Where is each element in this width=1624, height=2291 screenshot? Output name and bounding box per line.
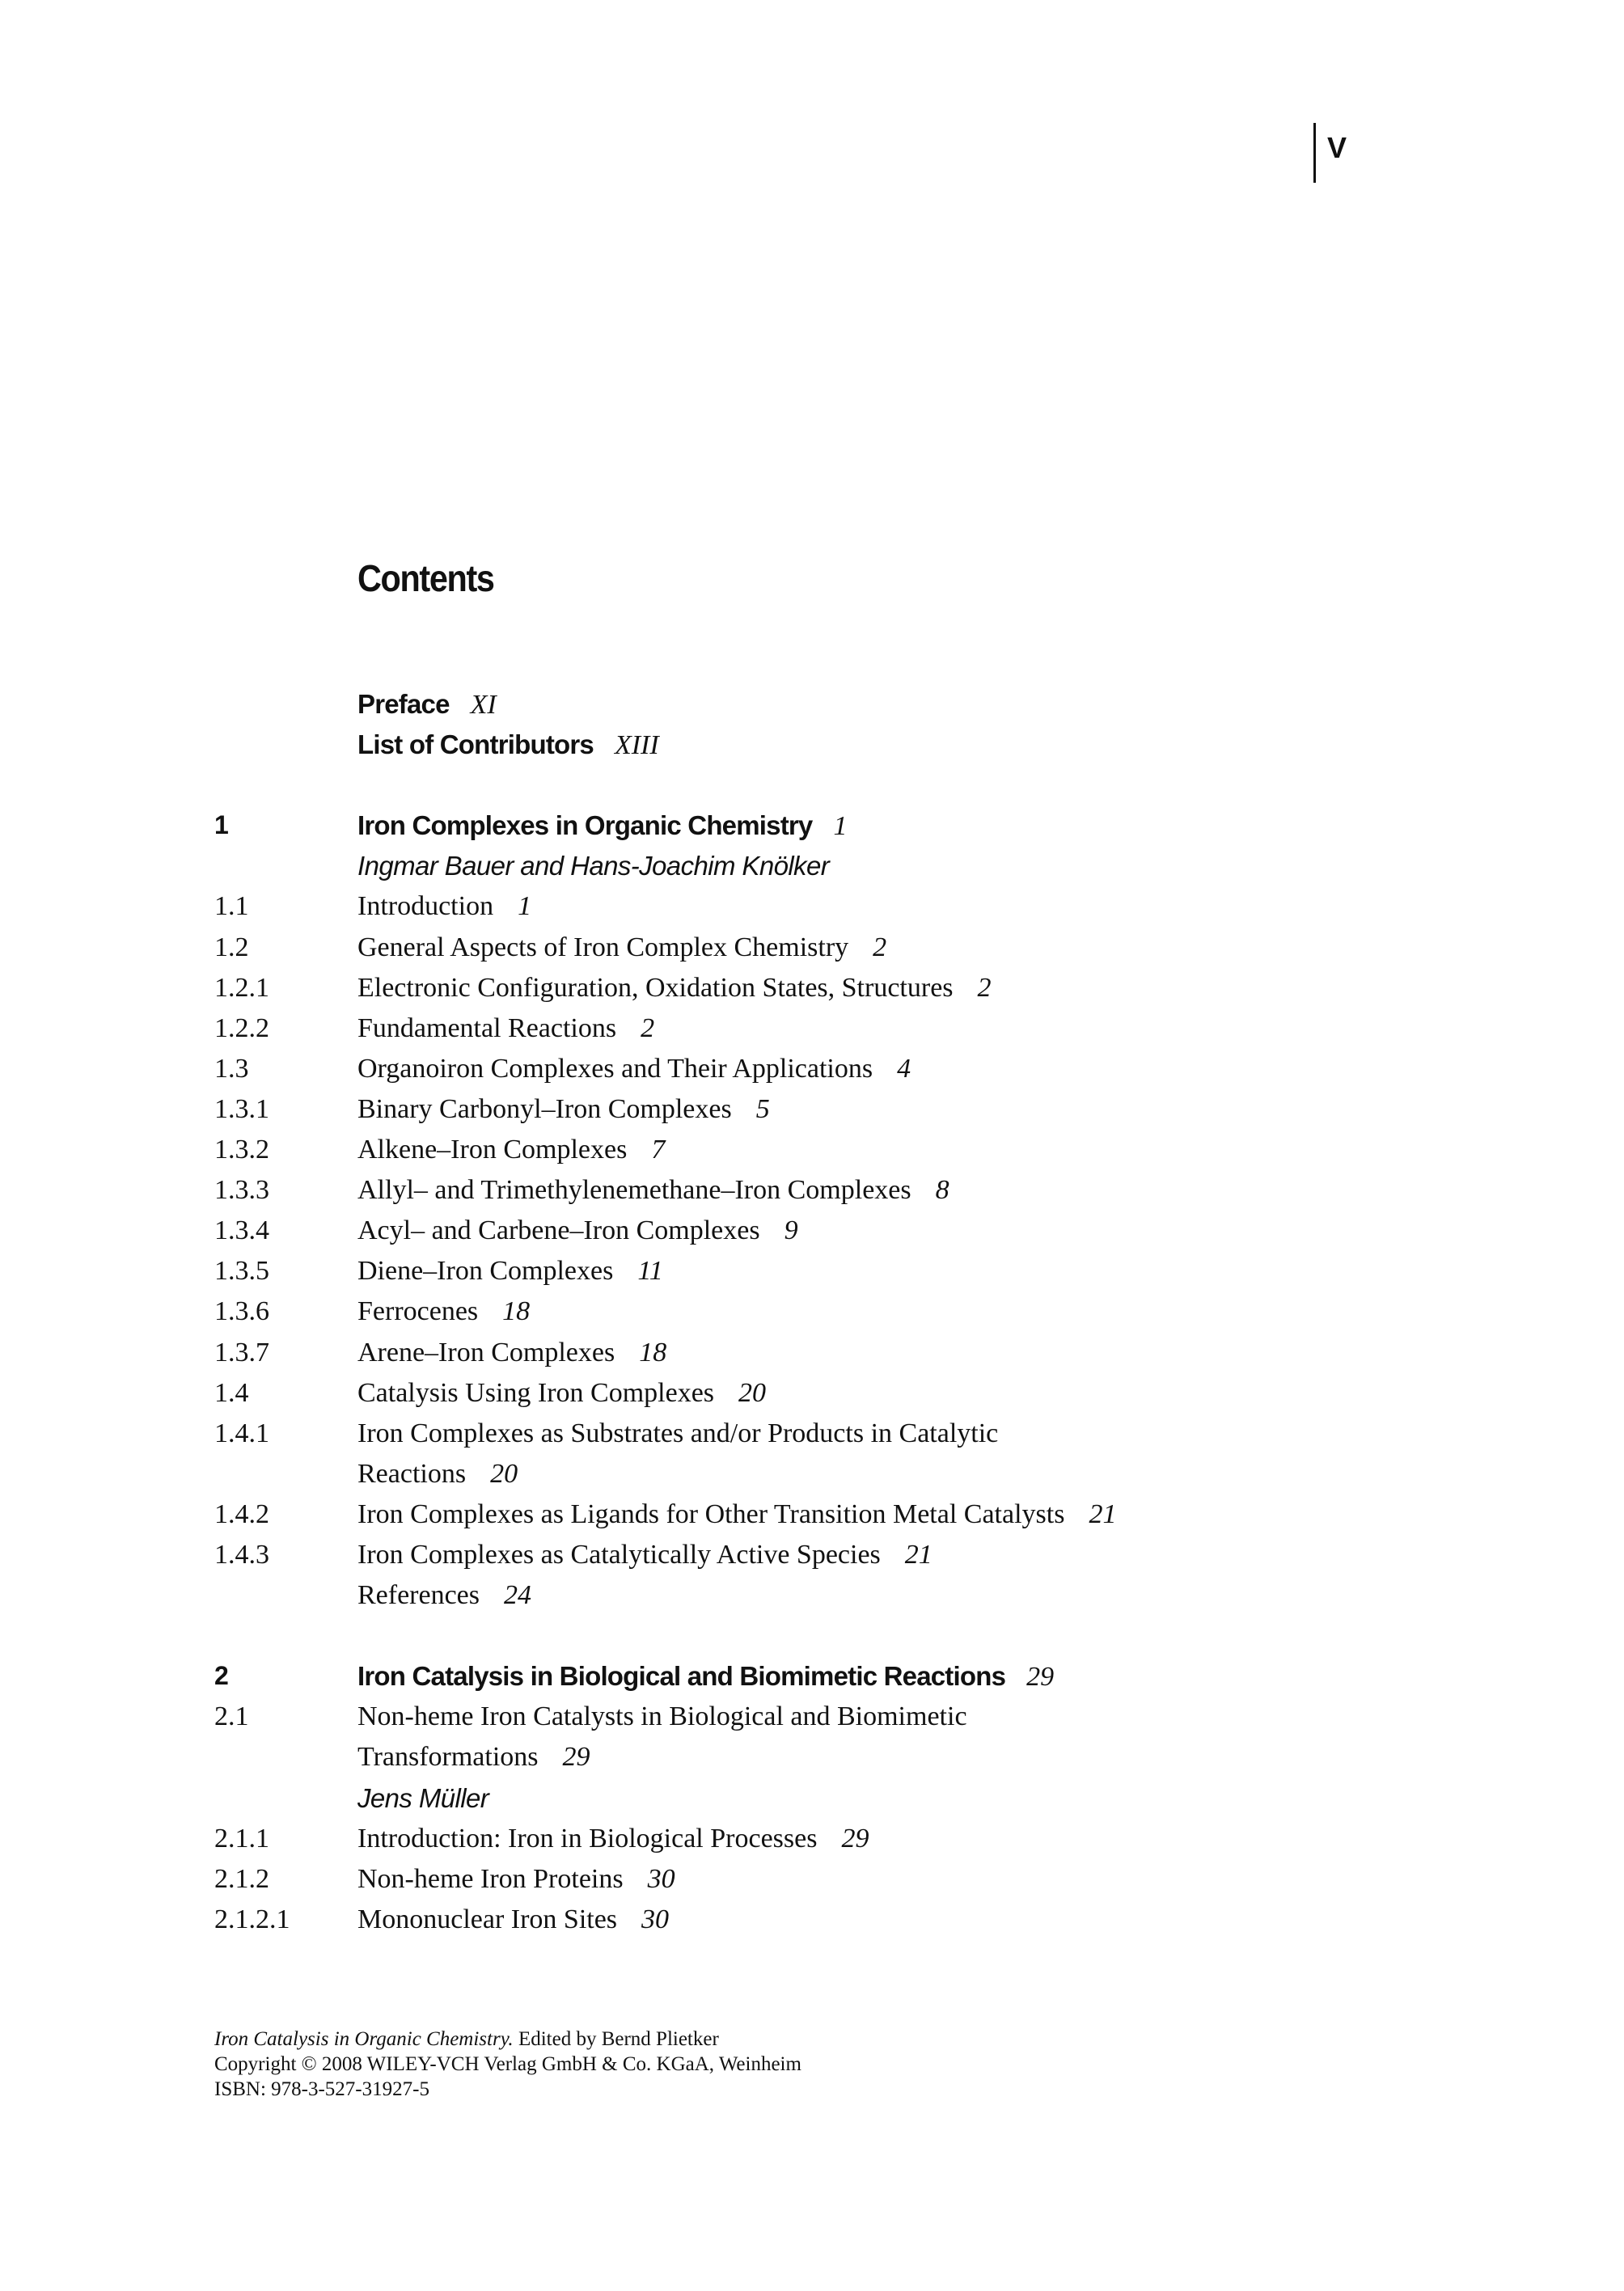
toc-entry-text: Iron Catalysis in Biological and Biomimetic Reactions xyxy=(357,1661,1006,1692)
toc-entry[interactable] xyxy=(214,1013,1427,1054)
toc-entry-page: 2 xyxy=(641,1012,655,1043)
toc-entry-page: 2 xyxy=(873,932,887,962)
toc-entry-page: 1 xyxy=(833,811,848,842)
toc-entry-text: Acyl– and Carbene–Iron Complexes xyxy=(357,1215,760,1246)
toc-entry-text: Iron Complexes in Organic Chemistry xyxy=(357,810,813,841)
toc-author xyxy=(214,851,1427,891)
footer-editor: Edited by Bernd Plietker xyxy=(513,2028,719,2050)
toc-entry[interactable] xyxy=(214,932,1427,973)
toc-author xyxy=(214,1783,1427,1824)
toc-entry-number: 1.3.5 xyxy=(214,1256,269,1287)
toc-entry-page: 20 xyxy=(738,1377,767,1408)
toc-entry-number: 1.3.2 xyxy=(214,1135,269,1165)
toc-entry-page: 18 xyxy=(502,1296,531,1327)
toc-entry-page: 1 xyxy=(518,891,532,922)
toc-entry-title xyxy=(357,891,531,922)
toc-entry-page: 24 xyxy=(504,1580,532,1611)
toc-entry-number: 1.2.1 xyxy=(214,972,269,1003)
toc-entry-title xyxy=(357,1418,998,1449)
footer-copyright: Copyright © 2008 WILEY-VCH Verlag GmbH & Co. KGaA, Weinheim xyxy=(214,2053,801,2075)
toc-entry-number: 2.1.2.1 xyxy=(214,1904,290,1934)
toc-entry-text: Alkene–Iron Complexes xyxy=(357,1135,628,1165)
toc-entry-number: 1.1 xyxy=(214,891,249,922)
toc-entry-number: 1.3 xyxy=(214,1053,249,1084)
footer xyxy=(214,2027,801,2102)
toc-entry-number: 1.3.7 xyxy=(214,1337,269,1367)
toc-entry[interactable] xyxy=(214,1094,1427,1135)
toc-entry-page: 2 xyxy=(977,972,992,1003)
toc-entry-text: Non-heme Iron Proteins xyxy=(357,1863,624,1894)
toc-entry-text: General Aspects of Iron Complex Chemistry xyxy=(357,932,849,962)
toc-entry[interactable] xyxy=(214,689,1427,729)
toc-entry-title xyxy=(357,1135,665,1165)
toc-entry[interactable] xyxy=(214,1338,1427,1378)
toc-entry-title xyxy=(357,1864,675,1895)
toc-entry-page: XI xyxy=(470,690,497,720)
toc-entry-text: Introduction: Iron in Biological Processes xyxy=(357,1823,818,1854)
toc-entry-text: Preface xyxy=(357,689,450,719)
toc-entry-number: 1.3.1 xyxy=(214,1093,269,1124)
toc-entry-page: 29 xyxy=(1026,1662,1055,1693)
toc-spacer xyxy=(214,1621,1427,1661)
toc-entry-page: XIII xyxy=(614,730,659,761)
toc-entry[interactable] xyxy=(214,1864,1427,1904)
toc-entry-text: Non-heme Iron Catalysts in Biological and Biomimetic xyxy=(357,1701,967,1732)
toc-entry-title xyxy=(357,973,992,1004)
toc-entry-text: Ferrocenes xyxy=(357,1296,479,1327)
toc-spacer xyxy=(214,770,1427,810)
toc-entry[interactable] xyxy=(214,1296,1427,1337)
toc-entry-number: 1 xyxy=(214,810,228,840)
toc-entry-page: 21 xyxy=(904,1539,933,1570)
toc-entry-title xyxy=(357,810,848,842)
footer-book-title: Iron Catalysis in Organic Chemistry. xyxy=(214,2028,514,2050)
toc-entry-title xyxy=(357,851,829,881)
toc-entry[interactable] xyxy=(214,891,1427,932)
toc-entry-page: 11 xyxy=(637,1256,663,1287)
toc-entry[interactable] xyxy=(214,1135,1427,1175)
toc-entry-number: 2.1 xyxy=(214,1701,249,1732)
footer-book-line xyxy=(214,2027,801,2052)
toc-entry-number: 1.4.1 xyxy=(214,1418,269,1448)
toc-entry-number: 1.2.2 xyxy=(214,1012,269,1043)
toc-entry-text: Transformations xyxy=(357,1742,539,1773)
toc-entry-page: 7 xyxy=(651,1135,666,1165)
toc-entry-text: Mononuclear Iron Sites xyxy=(357,1904,618,1934)
toc-entry[interactable] xyxy=(214,1661,1427,1701)
table-of-contents xyxy=(214,689,1427,1945)
toc-entry-page: 29 xyxy=(841,1823,869,1854)
toc-entry-title xyxy=(357,932,886,963)
toc-entry-text: List of Contributors xyxy=(357,729,594,760)
toc-entry-text: Iron Complexes as Substrates and/or Products in Catalytic xyxy=(357,1418,999,1448)
toc-entry-text: Iron Complexes as Catalytically Active Species xyxy=(357,1539,881,1570)
toc-entry-number: 1.4.3 xyxy=(214,1539,269,1570)
toc-entry[interactable] xyxy=(214,973,1427,1013)
page-number: V xyxy=(1327,131,1347,164)
toc-entry-page: 21 xyxy=(1089,1498,1117,1529)
page-marker-rule xyxy=(1313,123,1316,183)
toc-entry-number: 1.4.2 xyxy=(214,1498,269,1529)
toc-entry-page: 9 xyxy=(784,1215,798,1246)
toc-entry[interactable] xyxy=(214,1256,1427,1296)
footer-isbn: ISBN: 978-3-527-31927-5 xyxy=(214,2078,429,2100)
toc-entry-title xyxy=(357,1459,518,1490)
toc-entry-title xyxy=(357,1661,1054,1693)
toc-entry-text: Diene–Iron Complexes xyxy=(357,1256,614,1287)
toc-entry[interactable] xyxy=(214,1540,1427,1580)
toc-entry-title xyxy=(357,1580,531,1611)
toc-entry-text: Electronic Configuration, Oxidation States, Structures xyxy=(357,972,954,1003)
toc-entry-page: 4 xyxy=(897,1053,911,1084)
toc-entry-title xyxy=(357,1175,949,1206)
toc-entry-text: Arene–Iron Complexes xyxy=(357,1337,615,1367)
toc-entry-title xyxy=(357,1904,669,1935)
toc-entry-number: 1.4 xyxy=(214,1377,249,1408)
toc-entry-text: Catalysis Using Iron Complexes xyxy=(357,1377,715,1408)
toc-entry-text: Iron Complexes as Ligands for Other Transition Metal Catalysts xyxy=(357,1498,1065,1529)
page-title: Contents xyxy=(357,557,494,599)
toc-entry[interactable] xyxy=(214,1215,1427,1256)
toc-entry-title xyxy=(357,1215,798,1246)
toc-entry-text: Jens Müller xyxy=(357,1782,489,1813)
toc-entry-text: Ingmar Bauer and Hans-Joachim Knölker xyxy=(357,851,830,881)
toc-entry-title xyxy=(357,1338,666,1368)
toc-entry-page: 20 xyxy=(490,1458,518,1489)
toc-entry[interactable] xyxy=(214,729,1427,770)
toc-entry-title xyxy=(357,1540,933,1570)
toc-entry[interactable] xyxy=(214,1175,1427,1215)
toc-entry[interactable] xyxy=(214,1904,1427,1945)
toc-entry-title xyxy=(357,1824,869,1854)
toc-entry-title xyxy=(357,1499,1116,1530)
toc-entry-title xyxy=(357,1783,488,1814)
toc-entry-title xyxy=(357,1701,967,1732)
toc-entry[interactable] xyxy=(214,1459,1427,1499)
toc-entry-page: 8 xyxy=(935,1175,949,1206)
toc-entry-title xyxy=(357,689,497,721)
toc-entry-text: Reactions xyxy=(357,1458,467,1489)
toc-entry-title xyxy=(357,1013,654,1044)
toc-entry[interactable] xyxy=(214,1418,1427,1459)
toc-entry-text: Binary Carbonyl–Iron Complexes xyxy=(357,1093,732,1124)
toc-entry[interactable] xyxy=(214,1701,1427,1742)
toc-entry[interactable] xyxy=(214,1499,1427,1540)
toc-entry-number: 1.3.4 xyxy=(214,1215,269,1246)
toc-entry-number: 2.1.1 xyxy=(214,1823,269,1854)
toc-entry[interactable] xyxy=(214,810,1427,851)
toc-entry-page: 18 xyxy=(639,1337,667,1367)
toc-entry-page: 29 xyxy=(562,1742,590,1773)
toc-entry-title xyxy=(357,1742,590,1773)
toc-entry-title xyxy=(357,1296,530,1327)
toc-entry-text: Allyl– and Trimethylenemethane–Iron Complexes xyxy=(357,1175,911,1206)
toc-entry-page: 5 xyxy=(755,1093,770,1124)
toc-entry-number: 2 xyxy=(214,1661,228,1691)
toc-entry[interactable] xyxy=(214,1378,1427,1418)
toc-entry-number: 2.1.2 xyxy=(214,1863,269,1894)
toc-entry-text: Organoiron Complexes and Their Applications xyxy=(357,1053,873,1084)
toc-entry-page: 30 xyxy=(641,1904,670,1934)
toc-entry-title xyxy=(357,1256,663,1287)
toc-entry-text: Fundamental Reactions xyxy=(357,1012,617,1043)
toc-entry-title xyxy=(357,729,659,761)
toc-entry[interactable] xyxy=(214,1054,1427,1094)
toc-entry[interactable] xyxy=(214,1742,1427,1782)
toc-entry-page: 30 xyxy=(647,1863,675,1894)
toc-entry-title xyxy=(357,1378,766,1409)
toc-entry[interactable] xyxy=(214,1580,1427,1621)
toc-entry-number: 1.2 xyxy=(214,932,249,962)
toc-entry-number: 1.3.6 xyxy=(214,1296,269,1327)
toc-entry-title xyxy=(357,1054,911,1084)
toc-entry-number: 1.3.3 xyxy=(214,1175,269,1206)
toc-entry-title xyxy=(357,1094,770,1125)
toc-entry-text: References xyxy=(357,1580,480,1611)
toc-entry-text: Introduction xyxy=(357,891,494,922)
toc-entry[interactable] xyxy=(214,1824,1427,1864)
